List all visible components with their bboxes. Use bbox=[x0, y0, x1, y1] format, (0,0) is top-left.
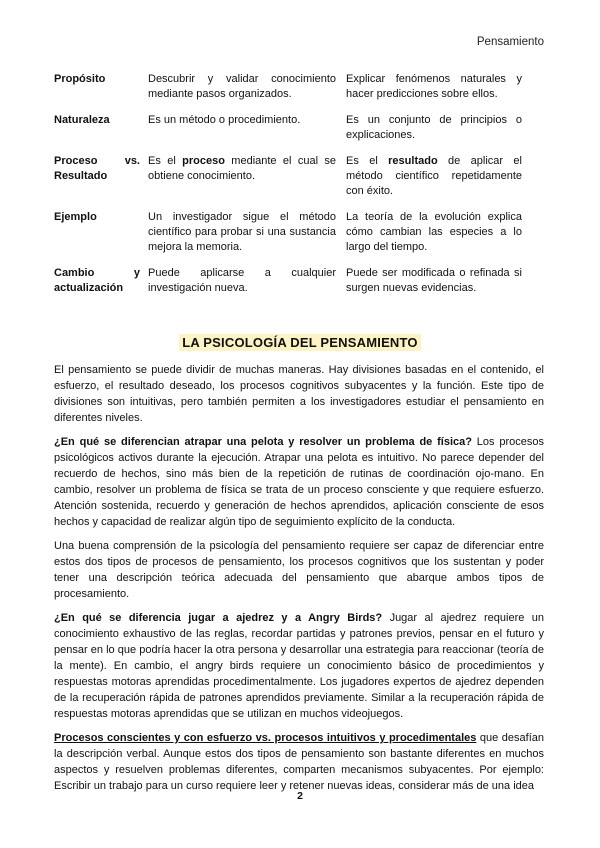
table-row bbox=[54, 154, 522, 210]
theory-cell bbox=[346, 154, 522, 210]
theory-cell: Es un conjunto de principios o explicaciones. bbox=[346, 114, 522, 141]
cell-text: de aplicar el método científico repetidamente con éxito. bbox=[346, 155, 522, 197]
paragraph: Una buena comprensión de la psicología del pensamiento requiere ser capaz de diferenciar entre estos dos tipos de procesos de pensamiento, los procesos cognitivos que los sustentan y poder tener una descripción teórica adecuada del pensamiento que abarque ambos tipos de procesamiento. bbox=[54, 540, 544, 600]
question-heading: ¿En qué se diferencia jugar a ajedrez y a Angry Birds? bbox=[54, 612, 383, 624]
paragraph: El pensamiento se puede dividir de muchas maneras. Hay divisiones basadas en el contenido, el esfuerzo, el resultado deseado, los procesos cognitivos subyacentes y la función. Este tipo de divisiones son intuitivas, pero también permiten a los investigadores estudiar el pensamiento en diferentes niveles. bbox=[54, 364, 544, 424]
page-number: 2 bbox=[297, 790, 303, 802]
table-row bbox=[54, 72, 522, 113]
cell-emphasis: proceso bbox=[182, 155, 225, 167]
paragraph bbox=[54, 730, 544, 794]
method-cell: Descubrir y validar conocimiento mediante pasos organizados. bbox=[148, 73, 336, 100]
method-cell bbox=[148, 154, 346, 210]
table-row bbox=[54, 113, 522, 154]
cell-emphasis: resultado bbox=[388, 155, 438, 167]
theory-cell: La teoría de la evolución explica cómo cambian las especies a lo largo del tiempo. bbox=[346, 211, 522, 253]
row-label: Cambio y actualización bbox=[54, 267, 140, 294]
paragraph-text: que desafían la descripción verbal. Aunque estos dos tipos de pensamiento son bastante diferentes en muchos aspectos y resuelven problemas diferentes, comparten mecanismos subyacentes. Por ejemplo: Escribir un trabajo para un curso requiere leer y retener nuevas ideas, considerar más de una idea bbox=[54, 732, 544, 792]
table-row bbox=[54, 210, 522, 266]
section-heading: LA PSICOLOGÍA DEL PENSAMIENTO bbox=[179, 334, 421, 351]
paragraph bbox=[54, 610, 544, 722]
underlined-heading: Procesos conscientes y con esfuerzo vs. procesos intuitivos y procedimentales bbox=[54, 732, 477, 744]
body-text bbox=[54, 362, 544, 802]
comparison-table bbox=[54, 72, 522, 307]
theory-cell: Explicar fenómenos naturales y hacer predicciones sobre ellos. bbox=[346, 73, 522, 100]
paragraph-text: Los procesos psicológicos activos durante la ejecución. Atrapar una pelota es intuitivo. No parece depender del recuerdo de hechos, sino más bien de la repetición de rutinas de coordinación ojo-mano. En cambio, resolver un problema de física se trata de un proceso consciente y que requiere esfuerzo. Atención sostenida, recuerdo y generación de hechos aprendidos, aplicación consciente de esos hechos y capacidad de realizar algún tipo de seguimiento explícito de la conducta. bbox=[54, 436, 545, 528]
cell-text: mediante el cual se obtiene conocimiento. bbox=[148, 155, 337, 182]
question-heading: ¿En qué se diferencian atrapar una pelota y resolver un problema de física? bbox=[54, 436, 472, 448]
paragraph-text: Jugar al ajedrez requiere un conocimiento exhaustivo de las reglas, recordar partidas y patrones previos, pensar en el futuro y pensar en lo que podría hacer la otra persona y desarrollar una estrategia para reaccionar (teoría de la mente). En cambio, el angry birds requiere un conocimiento básico de procedimientos y respuestas motoras aprendidas procedimentalmente. Los jugadores expertos de ajedrez dependen de la recuperación rápida de patrones aprendidos previamente. Similar a la recuperación rápida de respuestas motoras aprendidas que se utilizan en muchos videojuegos. bbox=[54, 612, 545, 720]
cell-text: Es el bbox=[346, 155, 389, 167]
running-header: Pensamiento bbox=[476, 36, 544, 48]
row-label: Naturaleza bbox=[54, 114, 110, 126]
table-row bbox=[54, 266, 522, 307]
row-label: Ejemplo bbox=[54, 211, 97, 223]
cell-text: Es el bbox=[148, 155, 183, 167]
paragraph bbox=[54, 434, 544, 530]
section-heading-wrap bbox=[0, 334, 600, 352]
row-label: Proceso vs. Resultado bbox=[54, 155, 140, 182]
method-cell: Es un método o procedimiento. bbox=[148, 114, 301, 126]
theory-cell: Puede ser modificada o refinada si surgen nuevas evidencias. bbox=[346, 267, 522, 294]
method-cell: Puede aplicarse a cualquier investigación nueva. bbox=[148, 267, 336, 294]
row-label: Propósito bbox=[54, 73, 106, 85]
method-cell: Un investigador sigue el método científico para probar si una sustancia mejora la memoria. bbox=[148, 211, 336, 253]
